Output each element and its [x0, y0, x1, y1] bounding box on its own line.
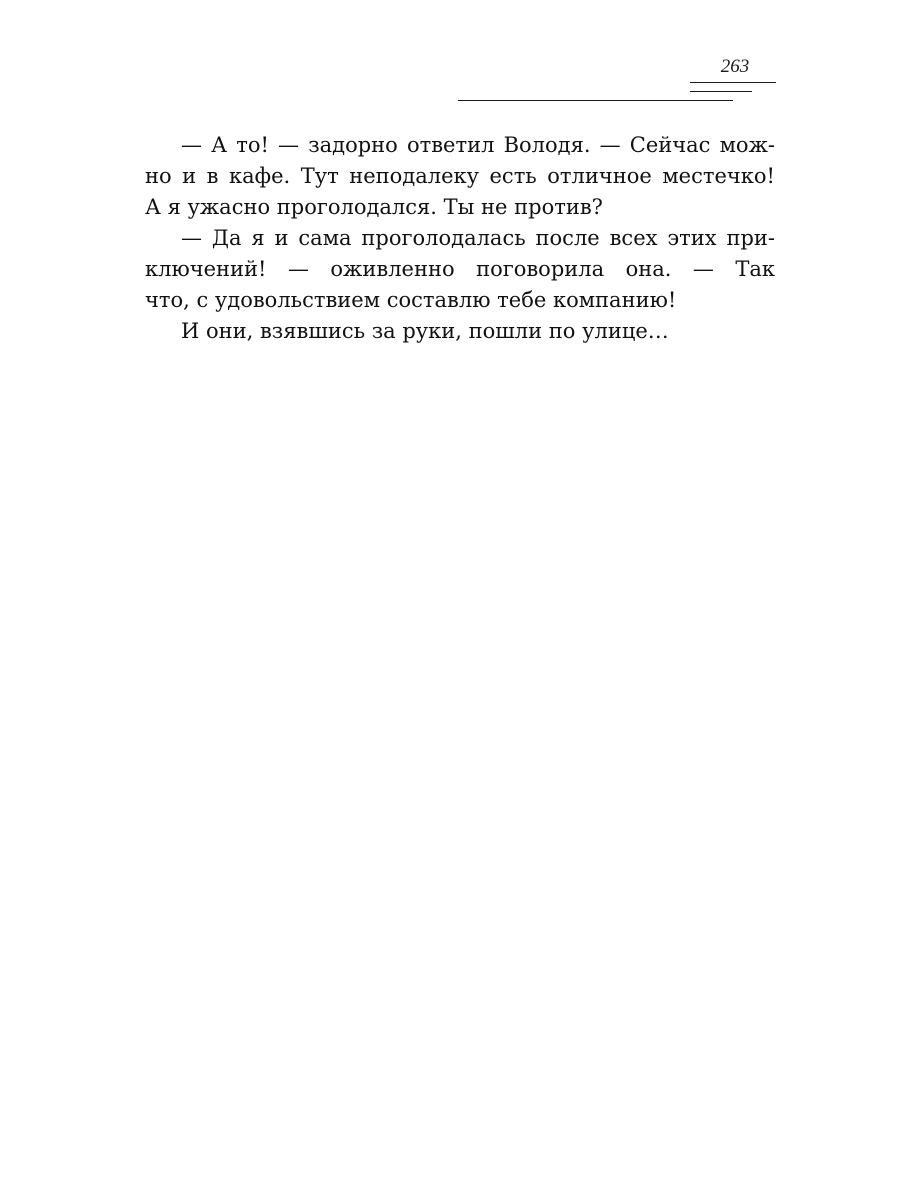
paragraph-3 — [145, 316, 775, 347]
paragraph-1-line-3: А я ужасно проголодался. Ты не против? — [145, 195, 603, 219]
paragraph-2-line-3: что, с удовольствием составлю тебе компанию! — [145, 288, 677, 312]
paragraph-3-line-1: И они, взявшись за руки, пошли по улице… — [181, 319, 669, 343]
header-rule-bottom — [458, 100, 733, 101]
paragraph-1-line-2: но и в кафе. Тут неподалеку есть отличное местечко! — [145, 164, 775, 188]
paragraph-1-line-1: — А то! — задорно ответил Володя. — Сейчас мож- — [181, 133, 775, 157]
body-text — [145, 130, 775, 347]
paragraph-2 — [145, 223, 775, 316]
header-rule-top — [690, 82, 776, 83]
header-rule-middle — [690, 91, 752, 92]
paragraph-2-line-2: ключений! — оживленно поговорила она. — Так — [145, 257, 775, 281]
paragraph-1 — [145, 130, 775, 223]
page-number: 263 — [720, 56, 750, 77]
paragraph-2-line-1: — Да я и сама проголодалась после всех этих при- — [181, 226, 775, 250]
